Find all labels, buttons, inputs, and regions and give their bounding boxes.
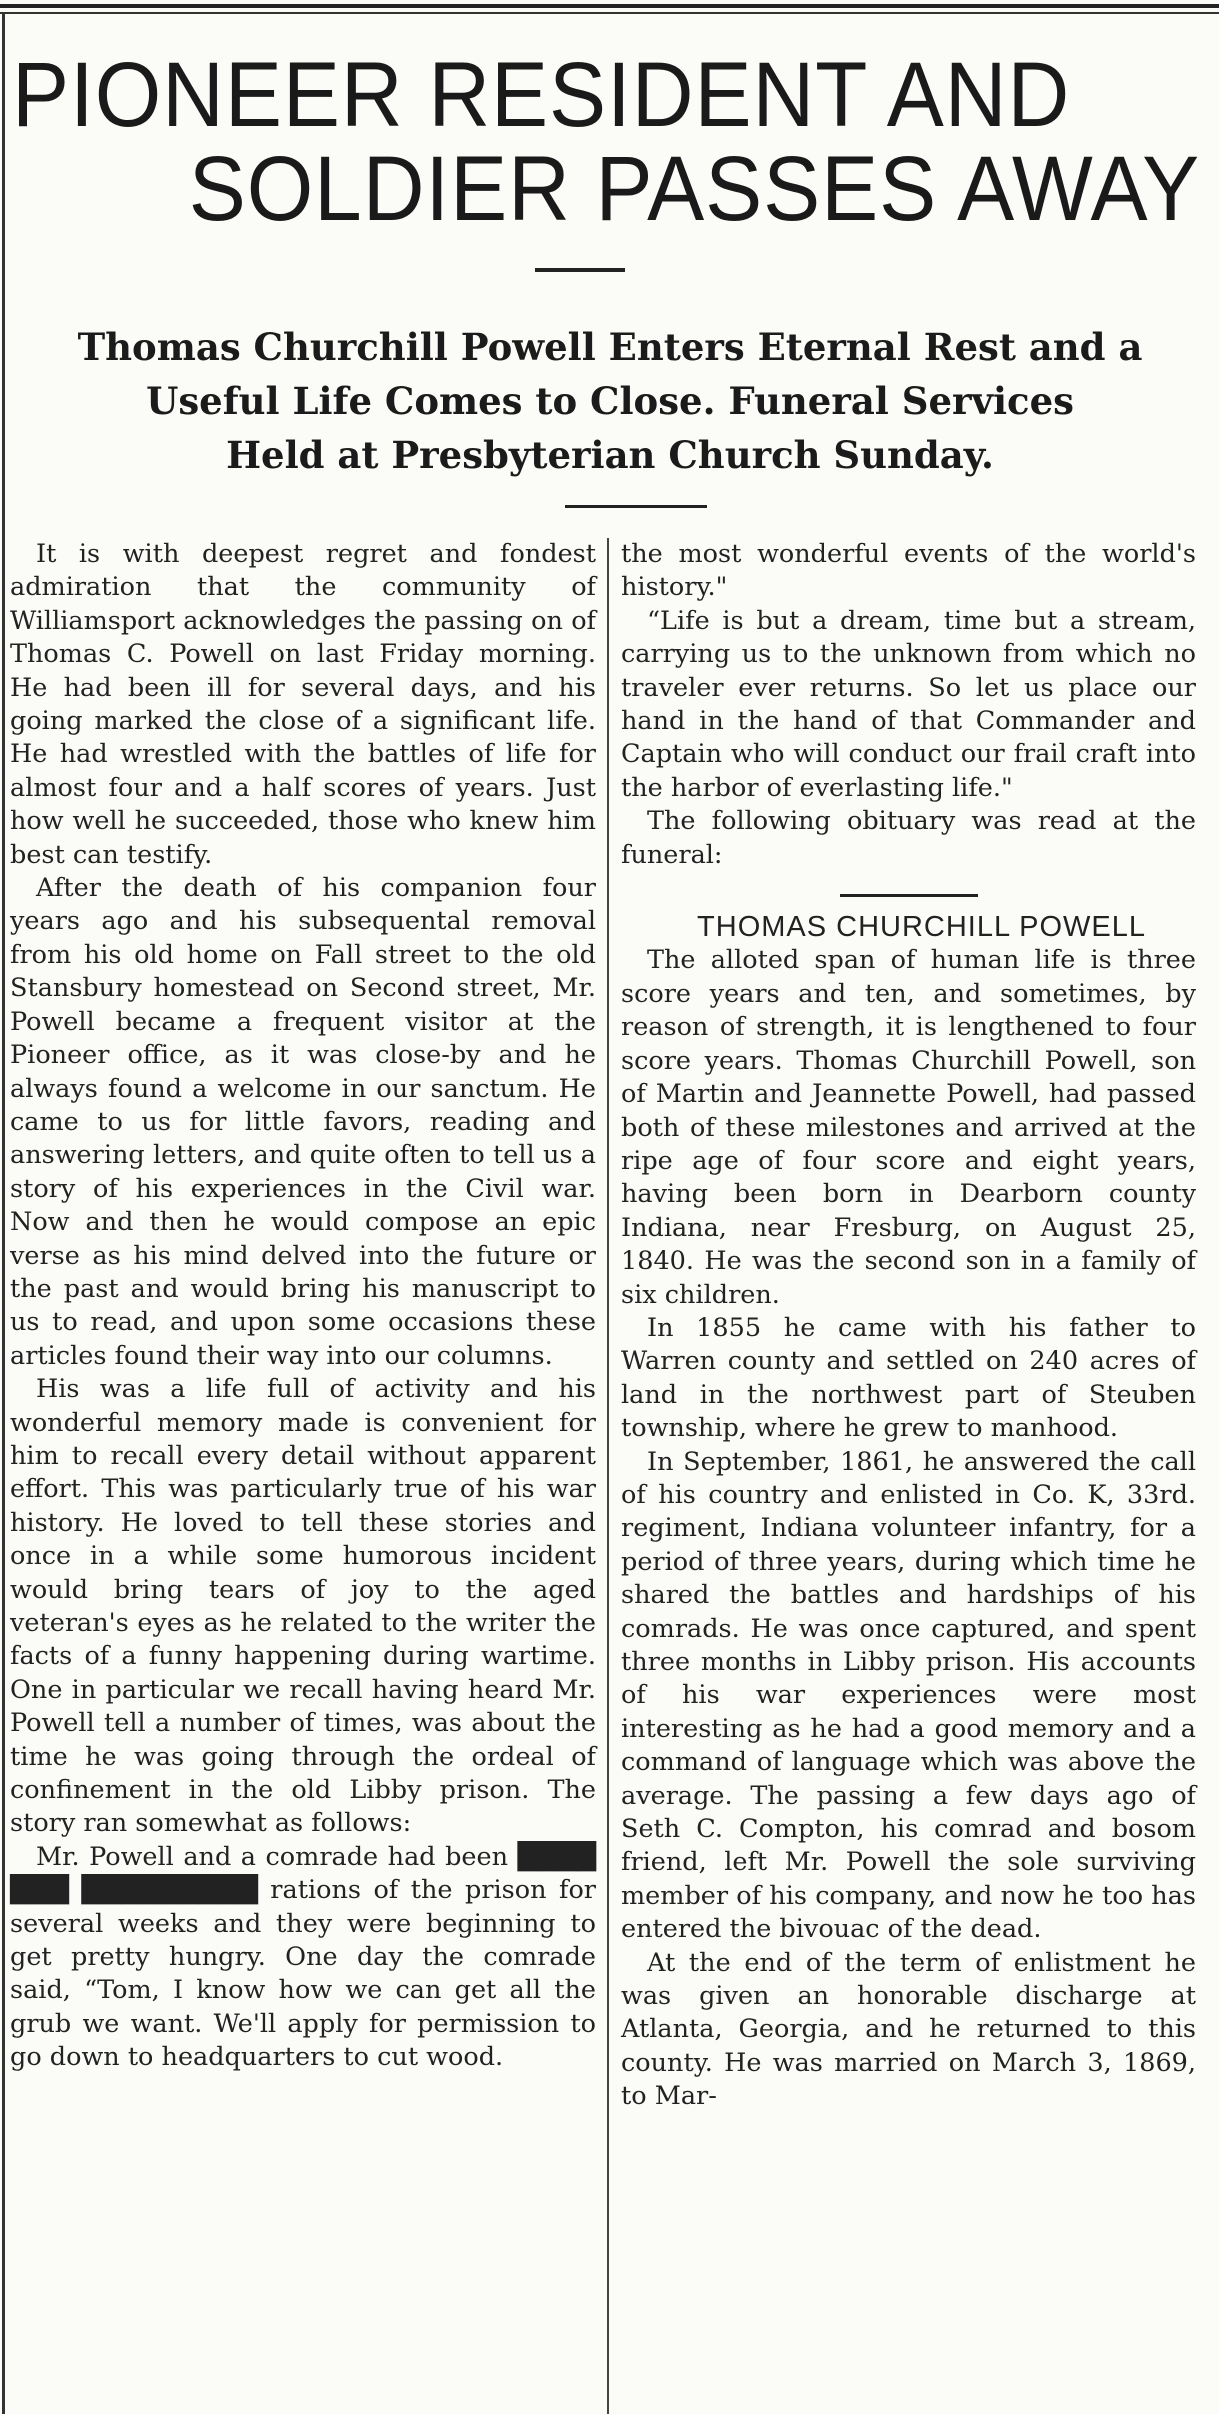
left-border-rule xyxy=(2,14,5,2414)
obituary-divider xyxy=(840,894,978,897)
paragraph-continued: the most wonderful events of the world's history." xyxy=(621,539,1196,603)
paragraph: After the death of his companion four years ago and his subsequental removal from his old home on Fall street to the old Stansbury homestead on Second street, Mr. Powell became a frequent visitor at the Pioneer office, as it was close-by and he always found a welcome in our sanctum. He came to us for little favors, reading and answering letters, and quite often to tell us a story of his experiences in the Civil war. Now and then he would compose an epic verse as his mind delved into the future or the past and would bring his manuscript to us to read, and upon some occasions these articles found their way into our columns. xyxy=(10,873,596,1371)
column-divider xyxy=(607,538,609,2414)
left-column xyxy=(10,538,596,2075)
headline-divider xyxy=(535,268,625,272)
paragraph: At the end of the term of enlistment he was given an honorable discharge at Atlanta, Georgia, and he returned to this county. He was married on March 3, 1869, to Mar- xyxy=(621,1947,1196,2112)
paragraph: The following obituary was read at the funeral: xyxy=(621,806,1196,870)
obituary-title: THOMAS CHURCHILL POWELL xyxy=(697,911,1146,944)
paragraph: It is with deepest regret and fondest admiration that the community of Williamsport acknowledges the passing on of Thomas C. Powell on last Friday morning. He had been ill for several days, and his going marked the close of a significant life. He had wrestled with the battles of life for almost four and a half scores of years. Just how well he succeeded, those who knew him best can testify. xyxy=(10,539,596,870)
subheadline-line-3: Held at Presbyterian Church Sunday. xyxy=(226,433,994,477)
subheadline-divider xyxy=(565,505,707,508)
headline-line-2: SOLDIER PASSES AWAY xyxy=(188,138,1201,240)
headline xyxy=(12,44,1201,240)
paragraph: In 1855 he came with his father to Warren county and settled on 240 acres of land in the northwest part of Steuben township, where he grew to manhood. xyxy=(621,1312,1196,1444)
paragraph: His was a life full of activity and his wonderful memory made is convenient for him to recall every detail without apparent effort. This was particularly true of his war history. He loved to tell these stories and once in a while some humorous incident would bring tears of joy to the aged veteran's eyes as he related to the writer the facts of a funny happening during wartime. One in particular we recall having heard Mr. Powell tell a number of times, was about the time he was going through the ordeal of confinement in the old Libby prison. The story ran somewhat as follows: xyxy=(10,1374,596,1839)
paragraph: In September, 1861, he answered the call of his country and enlisted in Co. K, 33rd. regiment, Indiana volunteer infantry, for a period of three years, during which time he shared the battles and hardships of his comrads. He was once captured, and spent three months in Libby prison. His accounts of his war experiences were most interesting as he had a good memory and a command of language which was above the average. The passing a few days ago of Seth C. Compton, his comrad and bosom friend, left Mr. Powell the sole surviving member of his company, and now he too has entered the bivouac of the dead. xyxy=(621,1446,1196,1945)
paragraph: “Life is but a dream, time but a stream, carrying us to the unknown from which no traveler ever returns. So let us place our hand in the hand of that Commander and Captain who will conduct our frail craft into the harbor of everlasting life." xyxy=(621,605,1196,803)
subheadline xyxy=(10,320,1210,482)
subheadline-line-1: Thomas Churchill Powell Enters Eternal Rest and a xyxy=(77,325,1143,369)
top-border-rule xyxy=(0,4,1219,14)
right-column xyxy=(621,538,1196,2114)
headline-line-1: PIONEER RESIDENT AND xyxy=(12,44,1071,146)
paragraph: The alloted span of human life is three score years and ten, and sometimes, by reason of strength, it is lengthened to four score years. Thomas Churchill Powell, son of Martin and Jeannette Powell, had passed both of these milestones and arrived at the ripe age of four score and eight years, having been born in Dearborn county Indiana, near Fresburg, on August 25, 1840. He was the second son in a family of six children. xyxy=(621,945,1196,1310)
subheadline-line-2: Useful Life Comes to Close. Funeral Services xyxy=(146,379,1074,423)
paragraph: Mr. Powell and a comrade had been ████ ███ █████████ rations of the prison for several weeks and they were beginning to get pretty hungry. One day the comrade said, “Tom, I know how we can get all the grub we want. We'll apply for permission to go down to headquarters to cut wood. xyxy=(10,1841,596,2073)
